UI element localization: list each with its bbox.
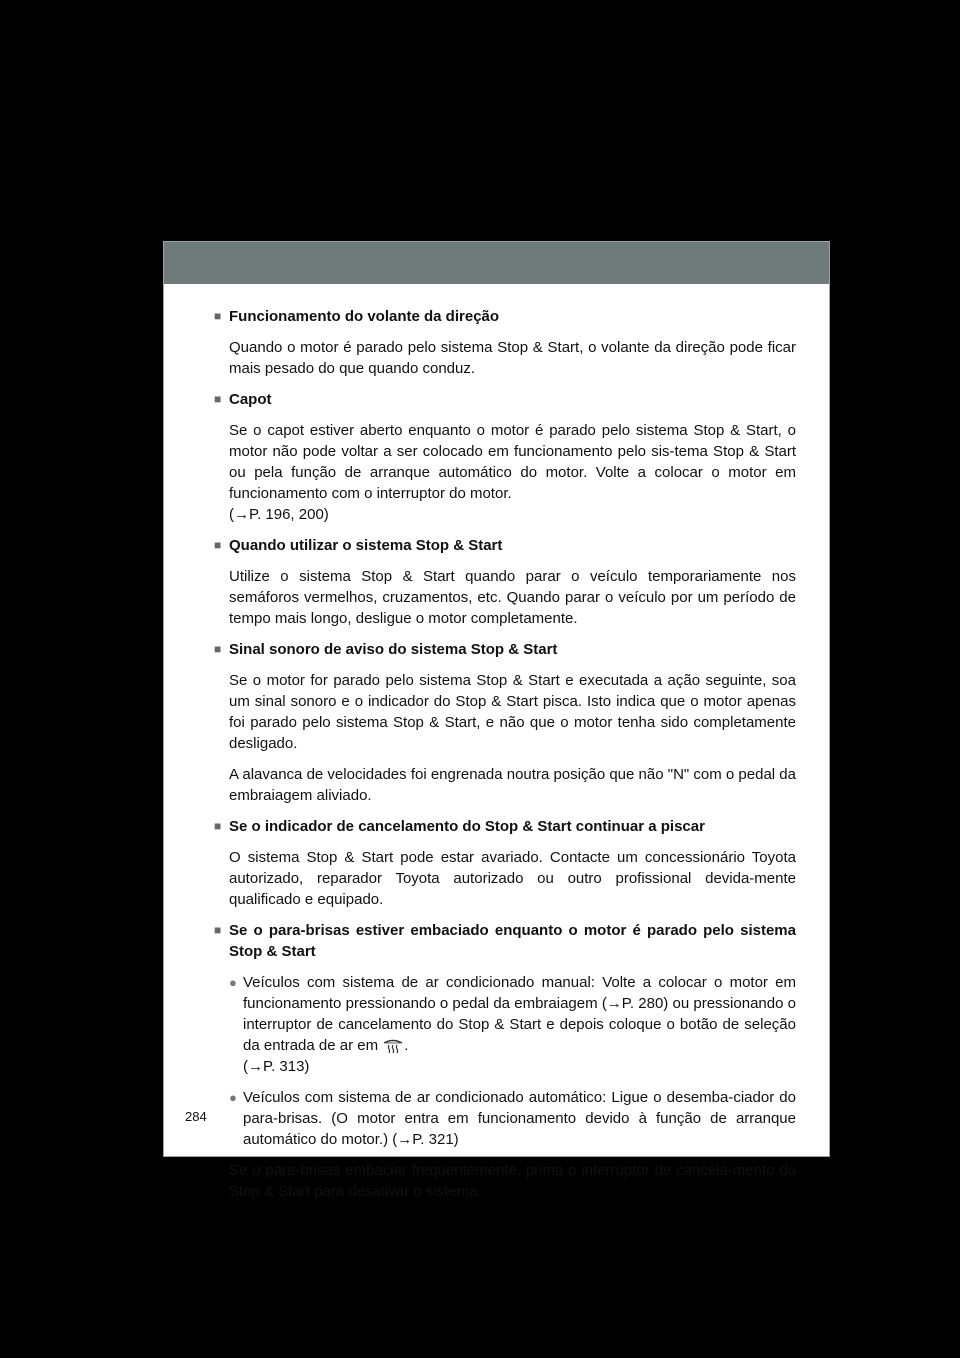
section-paragraph: O sistema Stop & Start pode estar avariado. Contacte um concessionário Toyota autorizado, reparador Toyota autorizado ou outro profissional devida-mente qualificado e equipado. xyxy=(229,849,796,908)
square-bullet-icon: ■ xyxy=(214,538,222,552)
section-heading: ■ Funcionamento do volante da direção xyxy=(214,308,500,325)
section-fogged-windshield xyxy=(214,920,796,1202)
bullet-text: Veículos com sistema de ar condicionado manual: Volte a colocar o motor em funcionamento pressionando o pedal da embraiagem (→P. 280) ou pressionando o interruptor de cancelamento do Stop & Start e depois coloque o botão de seleção da entrada de ar em xyxy=(243,974,796,1054)
section-heading: ■ Quando utilizar o sistema Stop & Start xyxy=(214,537,503,554)
square-bullet-icon: ■ xyxy=(214,392,222,406)
bullet-text: Veículos com sistema de ar condicionado automático: Ligue o desemba-ciador do para-brisas. (O motor entra em funcionamento devido à função de arranque automático do motor.) (→P. 321) xyxy=(243,1089,796,1148)
section-paragraph: Se o capot estiver aberto enquanto o motor é parado pelo sistema Stop & Start, o motor não pode voltar a ser colocado em funcionamento pelo sis-tema Stop & Start ou pela função de arranque automático do motor. Volte a colocar o motor em funcionamento com o interruptor do motor. xyxy=(229,422,796,502)
section-warning-buzzer xyxy=(214,639,796,806)
square-bullet-icon: ■ xyxy=(214,819,222,833)
section-paragraph: Utilize o sistema Stop & Start quando parar o veículo temporariamente nos semáforos vermelhos, cruzamentos, etc. Quando parar o veículo por um período de tempo mais longo, desligue o motor completamente. xyxy=(229,568,796,627)
square-bullet-icon: ■ xyxy=(214,642,222,656)
section-heading: ■ Sinal sonoro de aviso do sistema Stop & Start xyxy=(214,641,558,658)
section-paragraph: Se o para-brisas embaciar frequentemente, prima o interruptor de cancela-mento do Stop & Start para desativar o sistema. xyxy=(229,1162,796,1200)
square-bullet-icon: ■ xyxy=(214,923,222,937)
page-content xyxy=(214,306,796,1212)
list-item xyxy=(229,1087,796,1150)
section-steering xyxy=(214,306,796,379)
list-item xyxy=(229,972,796,1077)
circle-bullet-icon: ● xyxy=(229,975,237,990)
circle-bullet-icon: ● xyxy=(229,1090,237,1105)
page-reference: (→P. 196, 200) xyxy=(229,506,329,523)
page-number: 284 xyxy=(185,1109,207,1124)
section-heading: ■ Se o indicador de cancelamento do Stop & Start continuar a piscar xyxy=(214,818,705,835)
windshield-defroster-icon xyxy=(382,1038,404,1054)
manual-page xyxy=(163,241,830,1200)
page-reference: (→P. 313) xyxy=(243,1058,310,1075)
page-header-band xyxy=(164,242,829,284)
section-cancel-indicator xyxy=(214,816,796,910)
section-paragraph: Quando o motor é parado pelo sistema Stop & Start, o volante da direção pode ficar mais pesado do que quando conduz. xyxy=(229,339,796,377)
section-paragraph: A alavanca de velocidades foi engrenada noutra posição que não "N" com o pedal da embraiagem aliviado. xyxy=(229,766,796,804)
bullet-text-end: . xyxy=(404,1037,409,1054)
section-heading: ■ Se o para-brisas estiver embaciado enquanto o motor é parado pelo sistema Stop & Start xyxy=(214,922,796,960)
section-bonnet xyxy=(214,389,796,525)
section-heading: ■ Capot xyxy=(214,391,272,408)
square-bullet-icon: ■ xyxy=(214,309,222,323)
section-when-to-use xyxy=(214,535,796,629)
section-paragraph: Se o motor for parado pelo sistema Stop & Start e executada a ação seguinte, soa um sinal sonoro e o indicador do Stop & Start pisca. Isto indica que o motor apenas foi parado pelo sistema Stop & Start, e não que o motor tenha sido completamente desligado. xyxy=(229,672,796,752)
